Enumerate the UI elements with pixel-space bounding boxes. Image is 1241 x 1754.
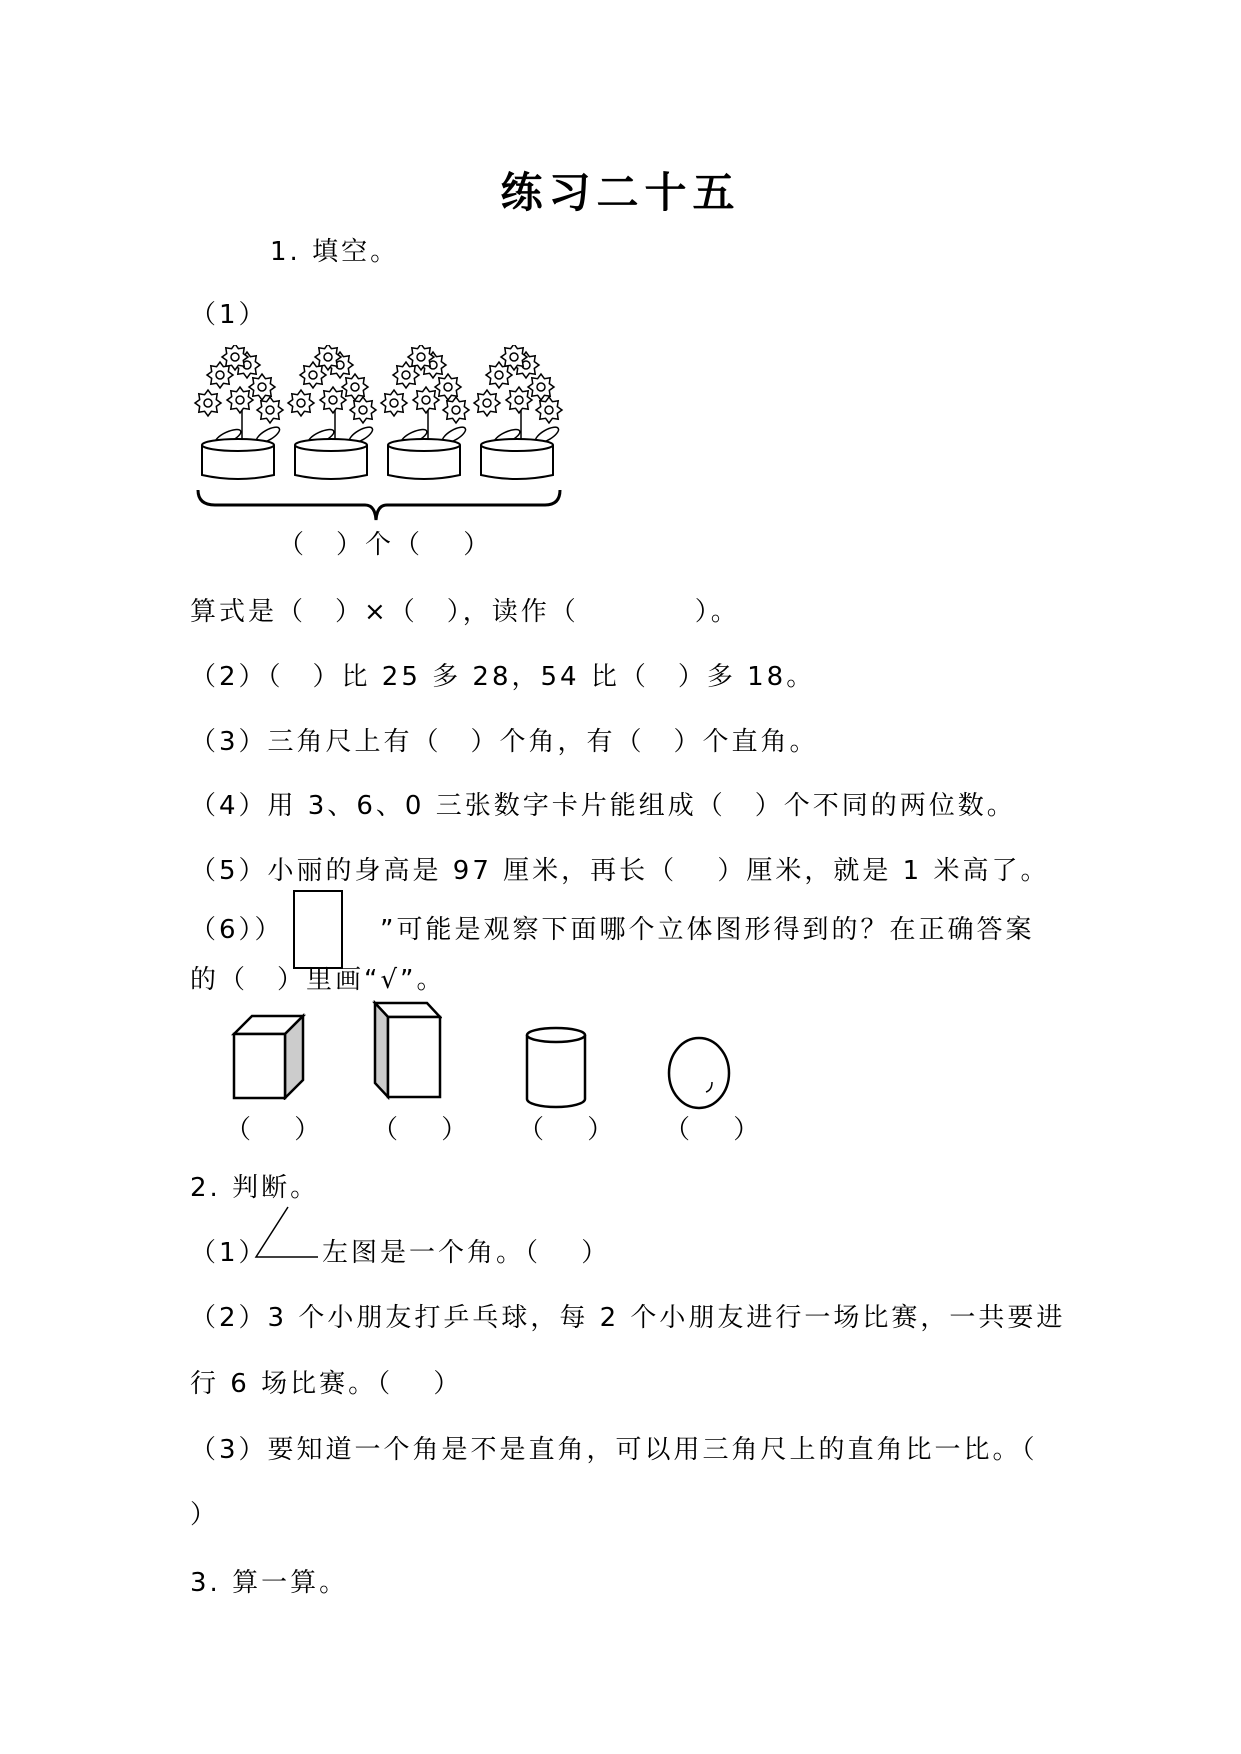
judge-2-line2: 行 6 场比赛。（ ） — [190, 1369, 463, 1399]
section2-heading: 2. 判断。 — [190, 1173, 320, 1203]
judge-3-line2: ） — [190, 1500, 220, 1530]
flower-icon — [222, 345, 248, 370]
flower-icon — [435, 374, 461, 400]
judge-1-text: 左图是一个角。（ ） — [322, 1238, 611, 1268]
judge-3-line1: （3）要知道一个角是不是直角，可以用三角尺上的直角比一比。（ — [190, 1435, 1038, 1465]
flower-icon — [315, 345, 341, 370]
flower-icon — [536, 397, 562, 423]
flower-icon — [249, 374, 275, 400]
formula-line: 算式是（ ）×（ ），读作（ ）。 — [190, 597, 740, 627]
judge-2-line1: （2）3 个小朋友打乒乓球，每 2 个小朋友进行一场比赛，一共要进 — [190, 1303, 1066, 1333]
cube-icon — [228, 1010, 308, 1100]
question-3: （3）三角尺上有（ ）个角，有（ ）个直角。 — [190, 727, 819, 757]
q1-label: （1） — [190, 300, 268, 330]
flower-icon — [288, 390, 314, 416]
question-6-text: ”可能是观察下面哪个立体图形得到的？在正确答案 — [380, 915, 1035, 945]
flower-icon — [320, 387, 346, 413]
curly-brace — [198, 490, 560, 520]
flower-pots-illustration — [190, 345, 580, 530]
sphere-icon — [666, 1035, 732, 1111]
page-title: 练习二十五 — [500, 168, 741, 217]
section3-heading: 3. 算一算。 — [190, 1568, 349, 1598]
question-4: （4）用 3、6、0 三张数字卡片能组成（ ）个不同的两位数。 — [190, 791, 1016, 821]
question-5: （5）小丽的身高是 97 厘米，再长（ ）厘米，就是 1 米高了。 — [190, 856, 1050, 886]
angle-icon — [252, 1205, 320, 1261]
flower-icon — [474, 390, 500, 416]
answer-slot-cylinder[interactable]: （ ） — [518, 1115, 617, 1145]
cuboid-icon — [372, 1000, 442, 1100]
flower-icon — [443, 397, 469, 423]
flower-icon — [408, 345, 434, 370]
flower-icon — [350, 397, 376, 423]
flower-icon — [501, 345, 527, 370]
question-6-prefix: （6）） — [190, 915, 284, 945]
flower-icon — [195, 390, 221, 416]
answer-slot-sphere[interactable]: （ ） — [664, 1115, 763, 1145]
brace-caption: （ ）个（ ） — [278, 530, 493, 560]
rectangle-view-icon — [293, 890, 343, 969]
cylinder-icon — [524, 1025, 588, 1111]
flower-icon — [381, 390, 407, 416]
flower-icon — [413, 387, 439, 413]
answer-slot-cuboid[interactable]: （ ） — [372, 1115, 471, 1145]
flower-icon — [528, 374, 554, 400]
judge-1-label: （1） — [190, 1238, 268, 1268]
question-2: （2）（ ）比 25 多 28，54 比（ ）多 18。 — [190, 662, 816, 692]
question-6-line2: 的（ ）里画“√”。 — [190, 965, 446, 995]
flower-icon — [257, 397, 283, 423]
answer-slot-cube[interactable]: （ ） — [225, 1115, 324, 1145]
flower-icon — [342, 374, 368, 400]
flower-icon — [506, 387, 532, 413]
flower-icon — [227, 387, 253, 413]
section1-heading: 1. 填空。 — [270, 237, 400, 267]
